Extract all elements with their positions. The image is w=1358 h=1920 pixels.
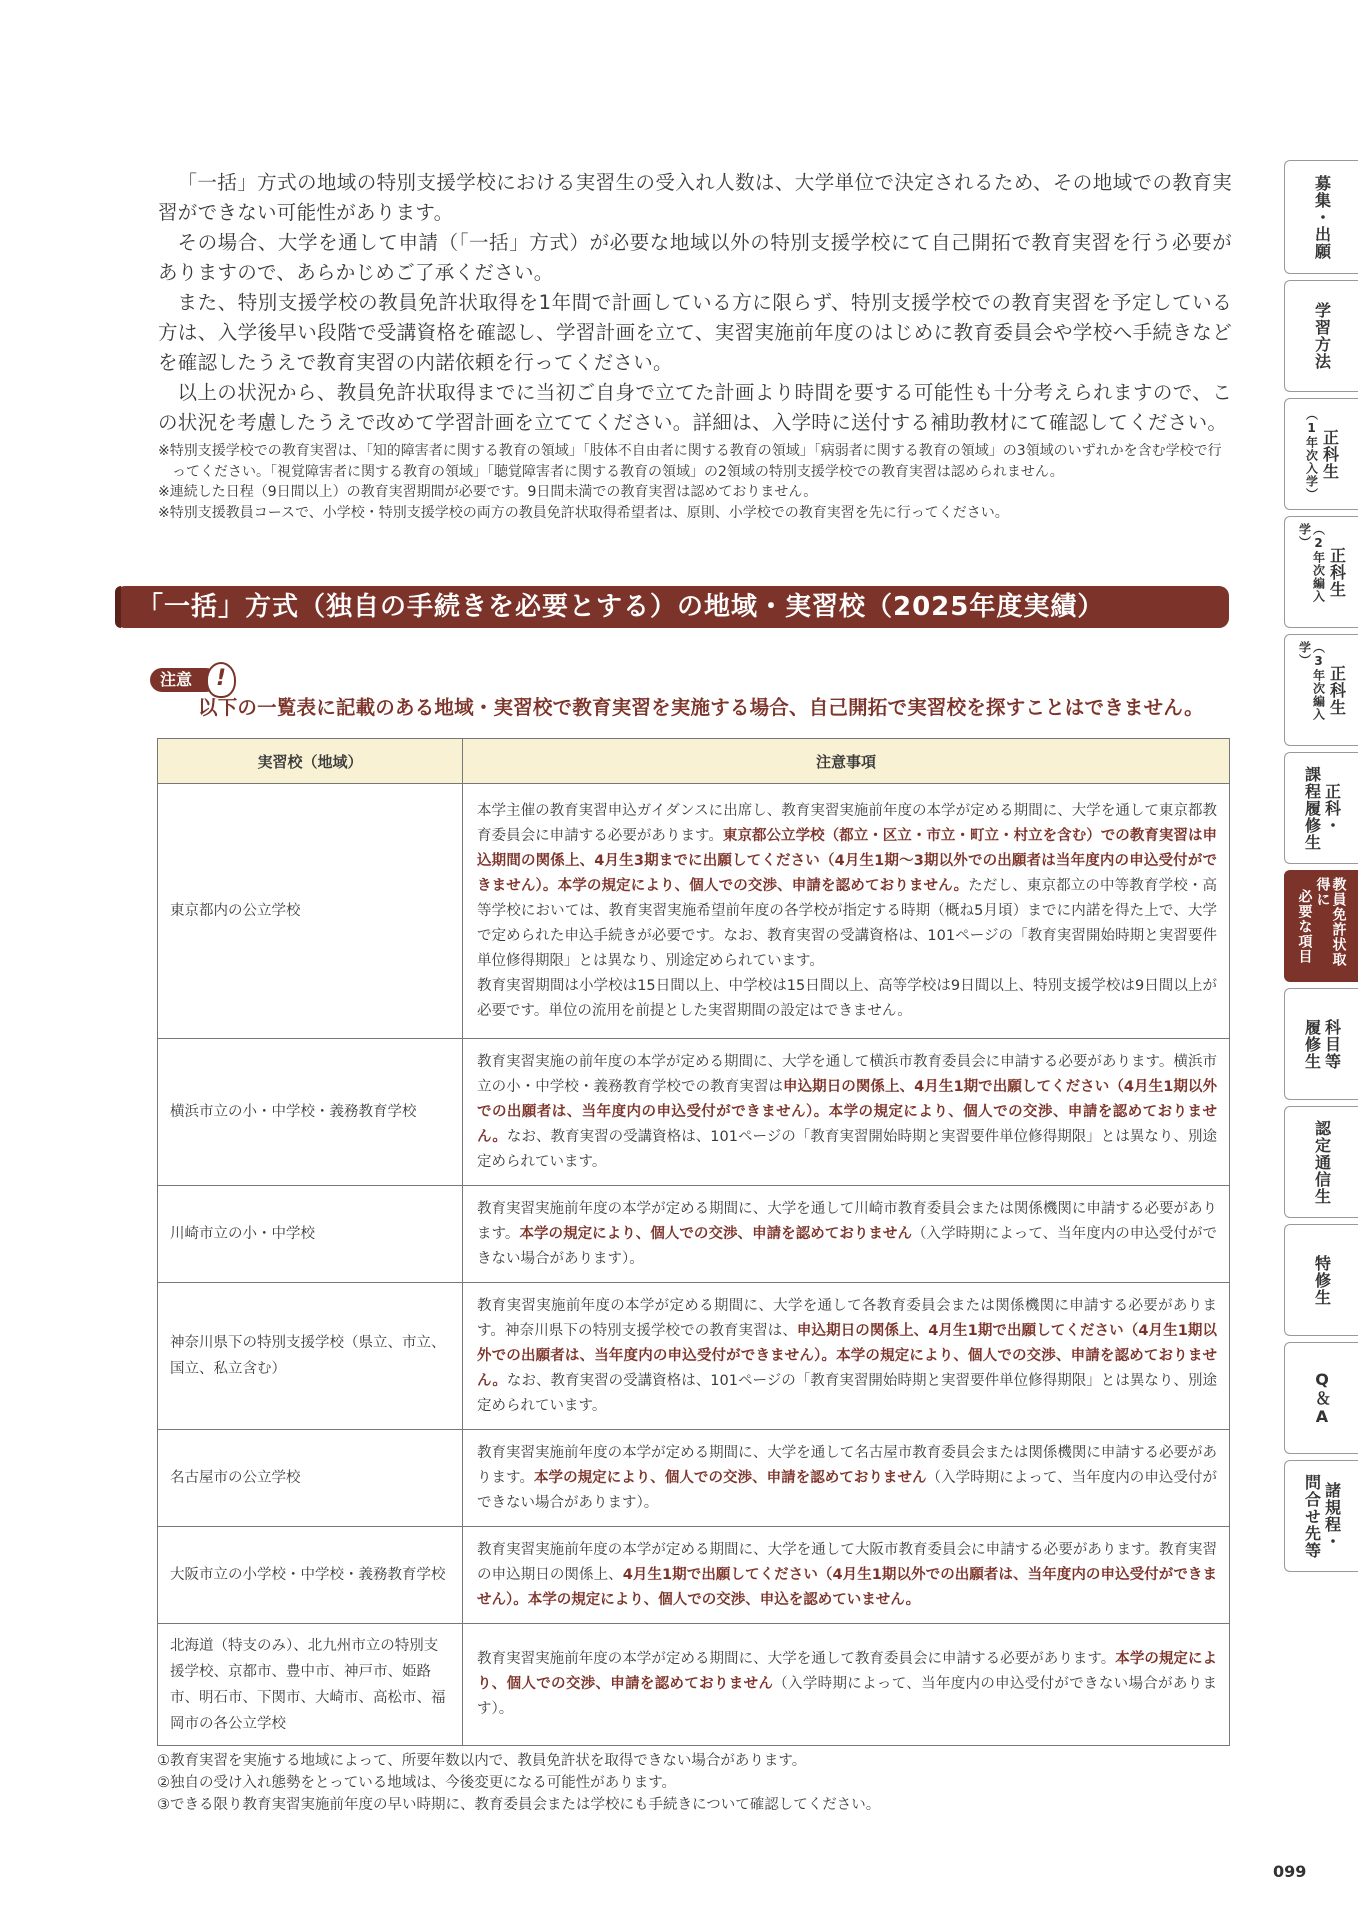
tab-label: 問合せ先等 <box>1302 1473 1322 1559</box>
caution-text: 以下の一覧表に記載のある地域・実習校で教育実習を実施する場合、自己開拓で実習校を探すことはできません。 <box>198 696 1204 719</box>
tab-label: 諸規程・ <box>1322 1482 1342 1550</box>
tab-faq[interactable] <box>1284 1342 1358 1454</box>
table-row <box>158 1283 1230 1430</box>
intro-notes <box>158 441 1232 523</box>
intro-text <box>158 168 1232 523</box>
table-row <box>158 1624 1230 1746</box>
school-cell: 川崎市立の小・中学校 <box>158 1186 463 1283</box>
tab-regular-2nd-year[interactable] <box>1284 516 1358 628</box>
note-text: 教育実習実施前年度の本学が定める期間に、大学を通して川崎市教育委員会または関係機関に申請する必要があります。 <box>477 1200 1217 1242</box>
tab-label: Q＆A <box>1312 1369 1332 1427</box>
note-text: （入学時期によって、当年度内の申込受付ができない場合があります）。 <box>477 1676 1218 1717</box>
tab-label: 正科生 <box>1327 664 1347 716</box>
tab-study-method[interactable] <box>1284 280 1358 392</box>
note-text: 教育実習実施の前年度の本学が定める期間に、大学を通して横浜市教育委員会に申請する必要があります。横浜市立の小・中学校・義務教育学校での教育実習は <box>477 1053 1217 1095</box>
note-emphasis: 申込期日の関係上、4月生1期で出願してください（4月生1期以外での出願者は、当年度内の申込受付ができません）。本学の規定により、個人での交渉、申請を認めておりません。 <box>477 1322 1218 1389</box>
school-cell: 横浜市立の小・中学校・義務教育学校 <box>158 1039 463 1186</box>
tab-label: 科目等 <box>1322 1018 1342 1070</box>
note-text: 教育実習実施前年度の本学が定める期間に、大学を通して教育委員会に申請する必要があります。 <box>477 1651 1116 1667</box>
page-number: 099 <box>1273 1862 1307 1881</box>
tab-label: 特修生 <box>1312 1254 1332 1306</box>
table-row <box>158 784 1230 1039</box>
note-text: なお、教育実習の受講資格は、101ページの「教育実習開始時期と実習要件単位修得期限」とは異なり、別途定められています。 <box>477 1372 1217 1414</box>
intro-paragraph: 「一括」方式の地域の特別支援学校における実習生の受入れ人数は、大学単位で決定されるため、その地域での教育実習ができない可能性があります。 <box>158 171 1232 224</box>
tab-sublabel: （3年次編入学） <box>1297 641 1326 721</box>
intro-note: ※連続した日程（9日間以上）の教育実習期間が必要です。9日間未満での教育実習は認めておりません。 <box>158 484 818 500</box>
note-text: 教育実習期間は小学校は15日間以上、中学校は15日間以上、高等学校は9日間以上、特別支援学校は9日間以上が必要です。単位の流用を前提とした実習期間の設定はできません。 <box>477 977 1217 1019</box>
tab-label: 課程履修生 <box>1302 765 1322 851</box>
note-text: ただし、東京都立の中等教育学校・高等学校においては、教育実習実施希望前年度の各学校が指定する時期（概ね5月頃）までに内諾を得た上で、大学で定められた申込手続きが必要です。なお、教育実習の受講資格は、101ページの「教育実習開始時期と実習要件単位修得期限」とは異なり、別途定められています。 <box>477 877 1217 969</box>
tab-sublabel: （2年次編入学） <box>1297 523 1326 603</box>
tab-label: 正科生 <box>1320 428 1340 480</box>
note-text: （入学時期によって、当年度内の申込受付ができない場合があります）。 <box>477 1469 1217 1511</box>
note-emphasis: 東京都公立学校（都立・区立・市立・町立・村立を含む）での教育実習は申込期間の関係上、4月生3期までに出願してください（4月生1期〜3期以外での出願者は当年度内の申込受付ができません）。本学の規定により、個人での交渉、申請を認めておりません。 <box>477 827 1217 894</box>
tab-recruitment[interactable] <box>1284 160 1358 274</box>
tab-label: 正科・ <box>1322 782 1342 834</box>
school-cell: 北海道（特支のみ）、北九州市立の特別支援学校、京都市、豊中市、神戸市、姫路市、明石市、下関市、大崎市、高松市、福岡市の各公立学校 <box>158 1624 463 1746</box>
note-emphasis: 本学の規定により、個人での交渉、申請を認めておりません <box>534 1469 927 1486</box>
column-header-school: 実習校（地域） <box>158 739 463 784</box>
intro-paragraph: 以上の状況から、教員免許状取得までに当初ご自身で立てた計画より時間を要する可能性も十分考えられますので、この状況を考慮したうえで改めて学習計画を立ててください。詳細は、入学時に送付する補助教材にて確認してください。 <box>158 381 1232 434</box>
school-cell: 神奈川県下の特別支援学校（県立、市立、国立、私立含む） <box>158 1283 463 1430</box>
exclamation-icon: ! <box>206 662 236 698</box>
tab-label: 教員免許状取得に <box>1314 877 1347 967</box>
column-header-notes: 注意事項 <box>463 739 1230 784</box>
tab-label: 学習方法 <box>1312 302 1332 370</box>
note-text: 本学主催の教育実習申込ガイダンスに出席し、教育実習実施前年度の本学が定める期間に、大学を通して東京都教育委員会に申請する必要があります。 <box>477 802 1217 844</box>
tab-sublabel: （1年次入学） <box>1304 407 1319 501</box>
tab-subject-student[interactable] <box>1284 988 1358 1100</box>
caution-badge: 注意 <box>150 668 218 692</box>
notes-cell <box>463 1283 1230 1430</box>
tab-certified-correspondence[interactable] <box>1284 1106 1358 1218</box>
tab-regular-1st-year[interactable] <box>1284 398 1358 510</box>
note-emphasis: 本学の規定により、個人での交渉、申請を認めておりません <box>519 1225 913 1242</box>
notes-cell <box>463 784 1230 1039</box>
tab-label: 正科生 <box>1327 546 1347 598</box>
note-text: 教育実習実施前年度の本学が定める期間に、大学を通して名古屋市教育委員会または関係機関に申請する必要があります。 <box>477 1444 1217 1486</box>
notes-cell <box>463 1039 1230 1186</box>
footnote: ②独自の受け入れ態勢をとっている地域は、今後変更になる可能性があります。 <box>157 1775 677 1791</box>
footnote: ①教育実習を実施する地域によって、所要年数以内で、教員免許状を取得できない場合があります。 <box>157 1753 807 1769</box>
school-cell: 東京都内の公立学校 <box>158 784 463 1039</box>
schools-table <box>157 738 1230 1746</box>
notes-cell <box>463 1624 1230 1746</box>
note-text: 教育実習実施前年度の本学が定める期間に、大学を通して各教育委員会または関係機関に申請する必要があります。神奈川県下の特別支援学校での教育実習は、 <box>477 1297 1217 1339</box>
tab-course-student[interactable] <box>1284 752 1358 864</box>
intro-note: ※特別支援学校での教育実習は、「知的障害者に関する教育の領域」「肢体不自由者に関する教育の領域」「病弱者に関する教育の領域」の3領域のいずれかを含む学校で行ってください。「視覚障害者に関する教育の領域」「聴覚障害者に関する教育の領域」の2領域の特別支援学校での教育実習は認められません。 <box>158 443 1222 480</box>
notes-cell <box>463 1527 1230 1624</box>
table-row <box>158 1186 1230 1283</box>
intro-paragraph: その場合、大学を通して申請（「一括」方式）が必要な地域以外の特別支援学校にて自己開拓で教育実習を行う必要がありますので、あらかじめご了承ください。 <box>158 231 1232 284</box>
section-heading: 「一括」方式（独自の手続きを必要とする）の地域・実習校（2025年度実績） <box>115 586 1229 628</box>
notes-cell <box>463 1186 1230 1283</box>
note-emphasis: 本学の規定により、個人での交渉、申請を認めておりません <box>477 1651 1217 1692</box>
footnote: ③できる限り教育実習実施前年度の早い時期に、教育委員会または学校にも手続きについて確認してください。 <box>157 1797 881 1813</box>
note-text: なお、教育実習の受講資格は、101ページの「教育実習開始時期と実習要件単位修得期限」とは異なり、別途定められています。 <box>477 1128 1217 1170</box>
tab-label: 認定通信生 <box>1312 1119 1332 1205</box>
tab-special-student[interactable] <box>1284 1224 1358 1336</box>
tab-teacher-license[interactable] <box>1284 870 1358 982</box>
table-row <box>158 1430 1230 1527</box>
footnotes <box>157 1750 880 1816</box>
tab-regular-3rd-year[interactable] <box>1284 634 1358 746</box>
intro-paragraph: また、特別支援学校の教員免許状取得を1年間で計画している方に限らず、特別支援学校での教育実習を予定している方は、入学後早い段階で受講資格を確認し、学習計画を立て、実習実施前年度のはじめに教育委員会や学校へ手続きなどを確認したうえで教育実習の内諾依頼を行ってください。 <box>158 291 1232 374</box>
table-row <box>158 1039 1230 1186</box>
school-cell: 名古屋市の公立学校 <box>158 1430 463 1527</box>
note-text: （入学時期によって、当年度内の申込受付ができない場合があります）。 <box>477 1225 1217 1267</box>
tab-label: 募集・出願 <box>1312 174 1332 260</box>
table-header-row <box>158 739 1230 784</box>
note-text: 教育実習実施前年度の本学が定める期間に、大学を通して大阪市教育委員会に申請する必要があります。教育実習の申込期日の関係上、 <box>477 1541 1217 1583</box>
note-emphasis: 申込期日の関係上、4月生1期で出願してください（4月生1期以外での出願者は、当年度内の申込受付ができません）。本学の規定により、個人での交渉、申請を認めておりません。 <box>477 1078 1217 1145</box>
tab-label: 履修生 <box>1302 1018 1322 1070</box>
school-cell: 大阪市立の小学校・中学校・義務教育学校 <box>158 1527 463 1624</box>
intro-note: ※特別支援教員コースで、小学校・特別支援学校の両方の教員免許状取得希望者は、原則、小学校での教育実習を先に行ってください。 <box>158 504 1009 521</box>
tab-regulations-contact[interactable] <box>1284 1460 1358 1572</box>
note-emphasis: 4月生1期で出願してください（4月生1期以外での出願者は、当年度内の申込受付ができません）。本学の規定により、個人での交渉、申込を認めていません。 <box>477 1566 1217 1608</box>
notes-cell <box>463 1430 1230 1527</box>
table-row <box>158 1527 1230 1624</box>
tab-label: 必要な項目 <box>1296 888 1313 964</box>
